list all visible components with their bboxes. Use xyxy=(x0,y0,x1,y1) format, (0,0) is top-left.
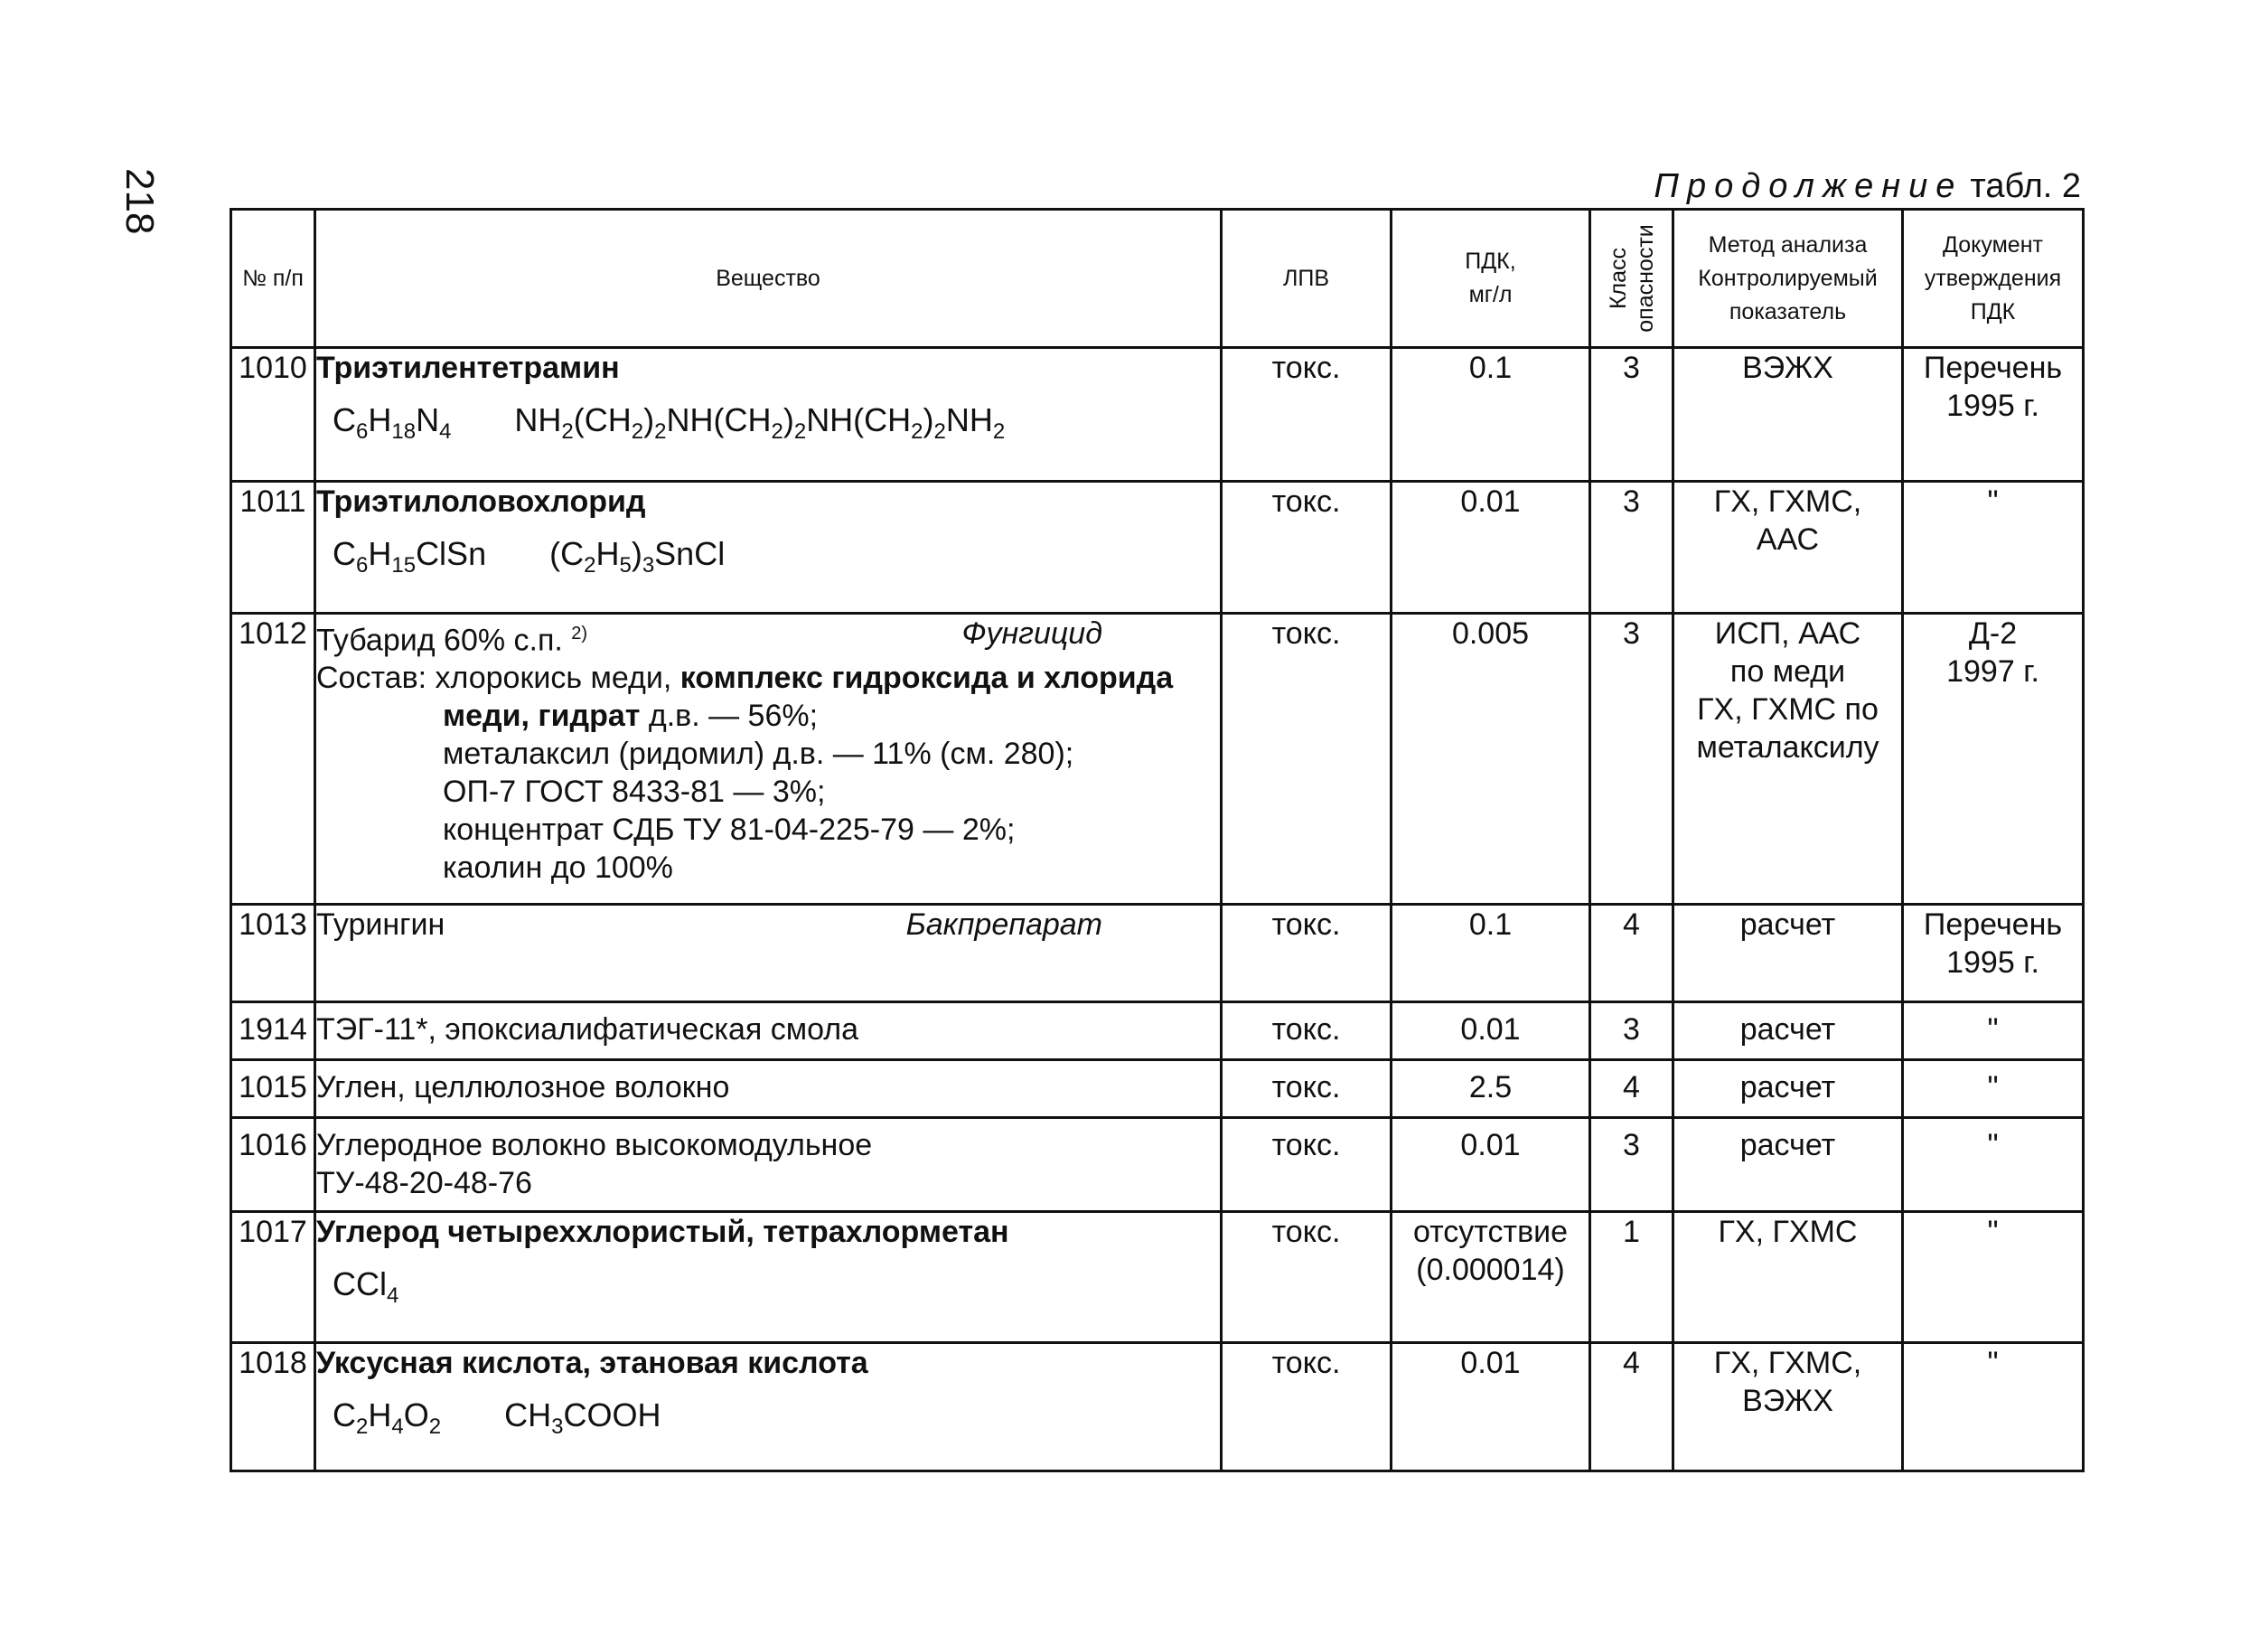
header-pdk-line1: ПДК, xyxy=(1465,249,1516,274)
doc-cell: " xyxy=(1903,482,2084,614)
table-row-1015 xyxy=(231,1060,2084,1118)
pdk-cell: 0.01 xyxy=(1392,1343,1590,1471)
substance-cell xyxy=(315,1118,1222,1212)
composition-line4: ОП-7 ГОСТ 8433-81 — 3%; xyxy=(443,775,826,810)
pdk-cell: 0.1 xyxy=(1392,348,1590,482)
formula-part: (CH xyxy=(573,401,632,438)
formula-part: CCl xyxy=(333,1265,387,1302)
formula-subscript: 2 xyxy=(793,419,807,445)
formula-subscript: 2 xyxy=(933,419,946,445)
formula-subscript: 3 xyxy=(551,1414,564,1440)
formula-part: C xyxy=(333,401,356,438)
class-cell: 3 xyxy=(1590,1118,1673,1212)
substance-name: Триэтилентетрамин xyxy=(316,351,620,385)
pdk-cell: 0.1 xyxy=(1392,905,1590,1002)
header-num: № п/п xyxy=(231,210,315,348)
class-cell: 3 xyxy=(1590,1002,1673,1060)
gross-formula xyxy=(333,535,487,578)
pdk-line2: (0.000014) xyxy=(1416,1253,1565,1287)
substance-formulas xyxy=(316,1265,1220,1315)
class-cell: 1 xyxy=(1590,1212,1673,1343)
pdk-cell: 0.01 xyxy=(1392,1002,1590,1060)
formula-part: H xyxy=(368,401,392,438)
row-number: 1011 xyxy=(231,482,315,614)
substance-cell xyxy=(315,1343,1222,1471)
method-line2: ВЭЖХ xyxy=(1742,1384,1833,1418)
doc-cell: " xyxy=(1903,1343,2084,1471)
formula-part: SnCl xyxy=(654,535,726,572)
formula-part: O xyxy=(403,1396,429,1433)
substance-name: ТЭГ-11*, эпоксиалифатическая смола xyxy=(315,1002,1222,1060)
method-line1: ГХ, ГХМС, xyxy=(1713,484,1862,519)
formula-subscript: 2 xyxy=(584,553,596,578)
formula-part: NH xyxy=(945,401,993,438)
row-number: 1018 xyxy=(231,1343,315,1471)
formula-subscript: 2 xyxy=(631,419,644,445)
structural-formula xyxy=(504,1396,661,1440)
formula-subscript: 2 xyxy=(356,1414,369,1440)
class-cell: 3 xyxy=(1590,482,1673,614)
header-class-line1: Класс xyxy=(1605,247,1631,310)
formula-subscript: 4 xyxy=(387,1283,399,1309)
doc-cell xyxy=(1903,614,2084,905)
doc-cell: " xyxy=(1903,1212,2084,1343)
formula-part: H xyxy=(595,535,620,572)
formula-part: ) xyxy=(631,535,642,572)
formula-subscript: 18 xyxy=(391,419,417,445)
lpv-cell: токс. xyxy=(1222,905,1392,1002)
formula-part: N xyxy=(416,401,440,438)
substance-kind: Бакпрепарат xyxy=(905,907,1102,942)
substance-name: Углен, целлюлозное волокно xyxy=(315,1060,1222,1118)
lpv-cell: токс. xyxy=(1222,482,1392,614)
composition-bold-2: меди, гидрат xyxy=(443,699,641,734)
composition-line1 xyxy=(316,659,1220,697)
substance-kind: Фунгицид xyxy=(961,616,1102,651)
doc-cell: " xyxy=(1903,1002,2084,1060)
substance-name-line1: Углеродное волокно высокомодульное xyxy=(316,1128,873,1162)
formula-part: C xyxy=(333,1396,356,1433)
table-row-1011 xyxy=(231,482,2084,614)
lpv-cell: токс. xyxy=(1222,1343,1392,1471)
method-cell xyxy=(1673,482,1903,614)
composition-line2 xyxy=(316,697,1220,735)
doc-line1: Перечень xyxy=(1923,351,2063,385)
formula-subscript: 4 xyxy=(439,419,452,445)
footnote-mark: 2) xyxy=(571,624,588,644)
header-substance: Вещество xyxy=(315,210,1222,348)
doc-cell: " xyxy=(1903,1118,2084,1212)
substance-name: Турингин xyxy=(316,907,445,942)
header-pdk xyxy=(1392,210,1590,348)
row-number: 1010 xyxy=(231,348,315,482)
structural-formula xyxy=(514,401,1006,445)
method-line4: металаксилу xyxy=(1696,730,1879,765)
formula-part: COOH xyxy=(563,1396,661,1433)
header-doc-line2: утверждения xyxy=(1924,265,2062,291)
substance-cell xyxy=(315,905,1222,1002)
formula-part: NH(CH xyxy=(806,401,912,438)
composition-line6: каолин до 100% xyxy=(443,850,673,886)
formula-part: NH xyxy=(514,401,562,438)
lpv-cell: токс. xyxy=(1222,348,1392,482)
pdk-cell: 2.5 xyxy=(1392,1060,1590,1118)
doc-line2: 1995 г. xyxy=(1946,945,2039,980)
header-method-line2: Контролируемый xyxy=(1698,265,1878,291)
caption-continuation: Продолжение xyxy=(1654,167,1963,205)
formula-part: (C xyxy=(549,535,585,572)
method-cell xyxy=(1673,614,1903,905)
formula-subscript: 2 xyxy=(992,419,1006,445)
class-cell: 4 xyxy=(1590,1343,1673,1471)
substance-formulas xyxy=(316,401,1220,451)
substance-cell xyxy=(315,348,1222,482)
substance-name: Углерод четыреххлористый, тетрахлорметан xyxy=(316,1215,1009,1249)
substance-name-line2: ТУ-48-20-48-76 xyxy=(316,1166,532,1200)
formula-part: ) xyxy=(783,401,794,438)
header-method-line3: показатель xyxy=(1729,298,1847,324)
doc-line2: 1997 г. xyxy=(1946,654,2039,689)
method-cell: расчет xyxy=(1673,1060,1903,1118)
composition-tail: д.в. — 56%; xyxy=(648,699,819,734)
row-number: 1012 xyxy=(231,614,315,905)
doc-cell: " xyxy=(1903,1060,2084,1118)
formula-subscript: 2 xyxy=(428,1414,442,1440)
composition-label: Состав: хлорокись меди, xyxy=(316,661,672,696)
class-cell: 3 xyxy=(1590,614,1673,905)
method-cell: ВЭЖХ xyxy=(1673,348,1903,482)
doc-line2: 1995 г. xyxy=(1946,389,2039,423)
lpv-cell: токс. xyxy=(1222,614,1392,905)
table-row-1018 xyxy=(231,1343,2084,1471)
substance-cell xyxy=(315,482,1222,614)
caption-table-ref: табл. 2 xyxy=(1970,167,2081,205)
formula-part: ) xyxy=(643,401,655,438)
method-cell: расчет xyxy=(1673,1118,1903,1212)
gross-formula xyxy=(333,401,452,445)
header-doc xyxy=(1903,210,2084,348)
pdk-cell xyxy=(1392,1212,1590,1343)
row-number: 1016 xyxy=(231,1118,315,1212)
formula-subscript: 2 xyxy=(911,419,923,445)
header-doc-line3: ПДК xyxy=(1970,298,2016,324)
table-caption xyxy=(1654,166,2081,206)
row-number: 1914 xyxy=(231,1002,315,1060)
page-number: 218 xyxy=(117,168,162,235)
structural-formula xyxy=(549,535,726,578)
formula-subscript: 5 xyxy=(619,553,632,578)
formula-subscript: 2 xyxy=(654,419,667,445)
formula-part: CH xyxy=(504,1396,552,1433)
doc-cell xyxy=(1903,348,2084,482)
formula-part: H xyxy=(368,1396,392,1433)
table-row-1914 xyxy=(231,1002,2084,1060)
formula-part: NH(CH xyxy=(666,401,772,438)
row-number: 1017 xyxy=(231,1212,315,1343)
pdk-line1: отсутствие xyxy=(1412,1215,1569,1249)
header-doc-line1: Документ xyxy=(1943,231,2043,258)
formula-subscript: 15 xyxy=(391,553,417,578)
gross-formula xyxy=(333,1396,442,1440)
formula-part: ) xyxy=(923,401,934,438)
table-header-row xyxy=(231,210,2084,348)
lpv-cell: токс. xyxy=(1222,1212,1392,1343)
row-number: 1015 xyxy=(231,1060,315,1118)
header-method xyxy=(1673,210,1903,348)
doc-line1: Перечень xyxy=(1923,907,2063,942)
substance-name: Уксусная кислота, этановая кислота xyxy=(316,1346,868,1380)
header-method-line1: Метод анализа xyxy=(1708,231,1868,258)
class-cell: 4 xyxy=(1590,905,1673,1002)
substance-formulas xyxy=(316,1396,1220,1446)
header-class-line2: опасности xyxy=(1632,224,1658,333)
class-cell: 4 xyxy=(1590,1060,1673,1118)
formula-part: C xyxy=(333,535,356,572)
method-cell: расчет xyxy=(1673,1002,1903,1060)
formula-subscript: 6 xyxy=(356,553,369,578)
method-cell: ГХ, ГХМС xyxy=(1673,1212,1903,1343)
row-number: 1013 xyxy=(231,905,315,1002)
header-pdk-line2: мг/л xyxy=(1468,282,1513,307)
composition-line5: концентрат СДБ ТУ 81-04-225-79 — 2%; xyxy=(443,813,1016,848)
header-class xyxy=(1590,210,1673,348)
substance-name: Триэтилоловохлорид xyxy=(316,484,646,519)
pdk-cell: 0.01 xyxy=(1392,1118,1590,1212)
table-row-1013 xyxy=(231,905,2084,1002)
formula-part: ClSn xyxy=(416,535,487,572)
method-line2: ААС xyxy=(1756,522,1820,557)
pdk-cell: 0.005 xyxy=(1392,614,1590,905)
table-row-1017 xyxy=(231,1212,2084,1343)
doc-line1: Д-2 xyxy=(1968,616,2018,651)
method-line1: ГХ, ГХМС, xyxy=(1713,1346,1862,1380)
substance-cell xyxy=(315,1212,1222,1343)
method-line3: ГХ, ГХМС по xyxy=(1697,692,1879,727)
gross-formula xyxy=(333,1265,399,1309)
lpv-cell: токс. xyxy=(1222,1060,1392,1118)
substance-cell xyxy=(315,614,1222,905)
substance-name: Тубарид 60% с.п. xyxy=(316,623,563,658)
method-line1: ИСП, ААС xyxy=(1714,616,1861,651)
substance-name-wrap xyxy=(316,615,587,659)
formula-subscript: 2 xyxy=(561,419,574,445)
composition-line3: металаксил (ридомил) д.в. — 11% (см. 280); xyxy=(443,737,1074,772)
table-row-1012 xyxy=(231,614,2084,905)
method-cell: расчет xyxy=(1673,905,1903,1002)
substance-title-line xyxy=(316,615,1220,659)
pdk-cell: 0.01 xyxy=(1392,482,1590,614)
class-cell: 3 xyxy=(1590,348,1673,482)
formula-subscript: 2 xyxy=(771,419,783,445)
lpv-cell: токс. xyxy=(1222,1118,1392,1212)
formula-subscript: 6 xyxy=(356,419,369,445)
table-row-1016 xyxy=(231,1118,2084,1212)
lpv-cell: токс. xyxy=(1222,1002,1392,1060)
formula-subscript: 3 xyxy=(642,553,655,578)
substance-formulas xyxy=(316,535,1220,585)
formula-subscript: 4 xyxy=(391,1414,404,1440)
data-table xyxy=(230,208,2085,1472)
table-row-1010 xyxy=(231,348,2084,482)
doc-cell xyxy=(1903,905,2084,1002)
formula-part: H xyxy=(368,535,392,572)
composition-bold-1: комплекс гидроксида и хлорида xyxy=(679,661,1174,696)
header-lpv: ЛПВ xyxy=(1222,210,1392,348)
method-cell xyxy=(1673,1343,1903,1471)
method-line2: по меди xyxy=(1729,654,1846,689)
substance-title-line xyxy=(316,906,1220,944)
